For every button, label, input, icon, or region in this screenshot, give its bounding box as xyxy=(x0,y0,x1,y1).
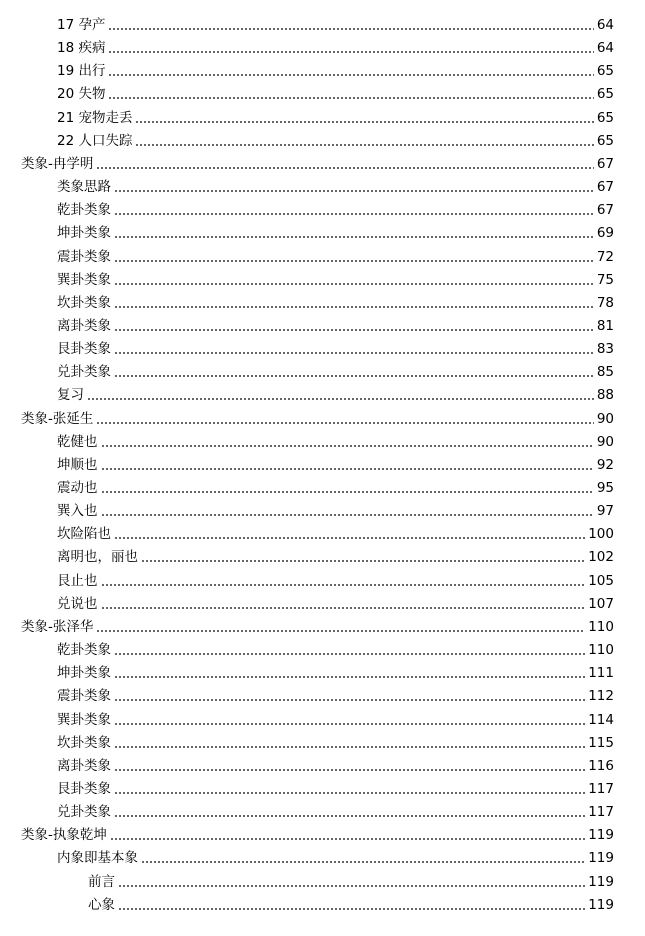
dot-leader xyxy=(114,792,585,794)
toc-entry-title: 20 失物 xyxy=(57,86,106,103)
toc-entry-title: 离卦类象 xyxy=(57,317,111,334)
toc-entry[interactable] xyxy=(57,522,614,542)
toc-entry[interactable] xyxy=(21,615,614,635)
toc-entry-page-number: 88 xyxy=(596,387,614,404)
dot-leader xyxy=(101,607,586,609)
toc-entry[interactable] xyxy=(57,592,614,612)
toc-entry[interactable] xyxy=(57,430,614,450)
toc-entry-title: 离卦类象 xyxy=(57,757,111,774)
toc-entry-page-number: 110 xyxy=(588,642,614,658)
dot-leader xyxy=(108,28,593,30)
toc-entry-title: 巽卦类象 xyxy=(57,711,111,728)
toc-entry-title: 类象-张延生 xyxy=(21,410,94,427)
toc-entry-title: 类象-执象乾坤 xyxy=(21,827,107,844)
dot-leader xyxy=(114,723,585,725)
toc-entry-page-number: 114 xyxy=(588,711,614,728)
toc-entry-title: 类象-冉学明 xyxy=(21,155,94,172)
toc-entry-title: 坎卦类象 xyxy=(57,734,111,751)
toc-entry-page-number: 65 xyxy=(596,132,614,149)
toc-entry-title: 巽卦类象 xyxy=(57,271,111,288)
toc-entry[interactable] xyxy=(57,337,614,357)
toc-entry-title: 艮止也 xyxy=(57,572,98,589)
toc-entry-page-number: 64 xyxy=(596,40,614,57)
toc-entry-title: 19 出行 xyxy=(57,63,106,80)
toc-entry[interactable] xyxy=(21,152,614,172)
toc-entry-page-number: 81 xyxy=(596,317,614,334)
toc-entry-title: 17 孕产 xyxy=(57,17,106,33)
dot-leader xyxy=(114,676,585,678)
toc-entry-page-number: 75 xyxy=(596,271,614,288)
toc-entry[interactable] xyxy=(57,36,614,56)
toc-entry-page-number: 97 xyxy=(596,503,614,520)
toc-entry-title: 兑卦类象 xyxy=(57,804,111,821)
toc-entry-page-number: 111 xyxy=(588,665,614,682)
dot-leader xyxy=(114,699,585,701)
toc-entry-page-number: 83 xyxy=(596,341,614,358)
toc-entry[interactable] xyxy=(88,870,614,890)
toc-entry-title: 类象思路 xyxy=(57,179,111,195)
dot-leader xyxy=(101,584,586,586)
toc-entry-title: 艮卦类象 xyxy=(57,341,111,358)
dot-leader xyxy=(114,352,594,354)
toc-entry[interactable] xyxy=(57,545,614,565)
toc-entry-page-number: 105 xyxy=(588,572,614,589)
toc-entry-page-number: 69 xyxy=(596,225,614,242)
toc-entry[interactable] xyxy=(21,407,614,427)
dot-leader xyxy=(114,306,594,308)
dot-leader xyxy=(101,468,594,470)
toc-entry-title: 心象 xyxy=(88,896,115,913)
dot-leader xyxy=(118,908,585,910)
toc-entry-title: 类象-张泽华 xyxy=(21,618,94,635)
dot-leader xyxy=(114,236,594,238)
toc-entry-title: 21 宠物走丢 xyxy=(57,109,133,126)
toc-entry-page-number: 117 xyxy=(588,804,614,821)
dot-leader xyxy=(96,167,593,169)
dot-leader xyxy=(87,398,594,400)
toc-entry[interactable] xyxy=(57,638,614,658)
toc-entry-title: 22 人口失踪 xyxy=(57,132,133,149)
dot-leader xyxy=(135,121,593,123)
dot-leader xyxy=(114,190,594,192)
toc-entry[interactable] xyxy=(57,777,614,797)
toc-entry[interactable] xyxy=(21,823,614,843)
toc-entry-page-number: 119 xyxy=(588,873,614,890)
toc-entry-page-number: 112 xyxy=(588,688,614,705)
toc-entry[interactable] xyxy=(88,893,614,913)
toc-entry-page-number: 116 xyxy=(588,757,614,774)
dot-leader xyxy=(141,560,585,562)
toc-entry-title: 乾健也 xyxy=(57,433,98,450)
toc-entry-title: 复习 xyxy=(57,387,84,404)
toc-entry-page-number: 100 xyxy=(588,526,614,543)
toc-entry[interactable] xyxy=(57,268,614,288)
dot-leader xyxy=(114,375,594,377)
dot-leader xyxy=(118,885,585,887)
toc-entry-page-number: 119 xyxy=(588,827,614,844)
dot-leader xyxy=(114,213,594,215)
dot-leader xyxy=(141,861,585,863)
dot-leader xyxy=(101,491,594,493)
toc-entry[interactable] xyxy=(57,499,614,519)
toc-entry[interactable] xyxy=(57,661,614,681)
toc-entry-title: 艮卦类象 xyxy=(57,780,111,797)
dot-leader xyxy=(114,653,585,655)
dot-leader xyxy=(110,838,585,840)
toc-entry[interactable] xyxy=(57,453,614,473)
toc-entry[interactable] xyxy=(57,360,614,380)
toc-entry-page-number: 78 xyxy=(596,294,614,311)
toc-entry-title: 离明也，丽也 xyxy=(57,549,138,566)
dot-leader xyxy=(114,329,594,331)
toc-entry[interactable] xyxy=(57,846,614,866)
toc-entry-page-number: 64 xyxy=(596,17,614,33)
toc-entry[interactable] xyxy=(57,221,614,241)
dot-leader xyxy=(114,283,594,285)
toc-entry-page-number: 67 xyxy=(596,155,614,172)
dot-leader xyxy=(108,74,593,76)
toc-entry-page-number: 119 xyxy=(588,850,614,867)
toc-entry-page-number: 67 xyxy=(596,202,614,219)
toc-entry-title: 坎险陷也 xyxy=(57,526,111,543)
toc-entry[interactable] xyxy=(57,82,614,102)
toc-entry-page-number: 65 xyxy=(596,63,614,80)
dot-leader xyxy=(101,445,594,447)
toc-entry-page-number: 95 xyxy=(596,480,614,496)
toc-entry-page-number: 67 xyxy=(596,179,614,195)
toc-entry-title: 18 疾病 xyxy=(57,40,106,57)
toc-entry[interactable] xyxy=(57,754,614,774)
toc-entry-page-number: 92 xyxy=(596,456,614,473)
toc-entry[interactable] xyxy=(57,13,614,33)
toc-entry[interactable] xyxy=(57,684,614,704)
toc-entry[interactable] xyxy=(57,106,614,126)
toc-entry[interactable] xyxy=(57,129,614,149)
dot-leader xyxy=(108,97,593,99)
toc-entry[interactable] xyxy=(57,800,614,820)
dot-leader xyxy=(101,514,594,516)
toc-entry-page-number: 85 xyxy=(596,364,614,381)
toc-entry-title: 震卦类象 xyxy=(57,248,111,265)
toc-entry[interactable] xyxy=(57,476,614,496)
toc-entry-page-number: 90 xyxy=(596,433,614,450)
toc-entry-title: 坎卦类象 xyxy=(57,294,111,311)
dot-leader xyxy=(96,422,593,424)
toc-entry-title: 震卦类象 xyxy=(57,688,111,705)
toc-entry-page-number: 107 xyxy=(588,595,614,612)
dot-leader xyxy=(135,144,593,146)
toc-entry-title: 坤顺也 xyxy=(57,456,98,473)
dot-leader xyxy=(114,746,585,748)
toc-entry-title: 巽入也 xyxy=(57,503,98,520)
toc-entry-title: 震动也 xyxy=(57,480,98,496)
dot-leader xyxy=(114,537,585,539)
toc-entry-title: 坤卦类象 xyxy=(57,665,111,682)
toc-entry[interactable] xyxy=(57,198,614,218)
toc-entry-title: 坤卦类象 xyxy=(57,225,111,242)
toc-entry[interactable] xyxy=(57,383,614,403)
toc-entry-page-number: 115 xyxy=(588,734,614,751)
toc-entry[interactable] xyxy=(57,708,614,728)
toc-entry-page-number: 119 xyxy=(588,896,614,913)
dot-leader xyxy=(114,260,594,262)
dot-leader xyxy=(114,769,585,771)
toc-entry-page-number: 72 xyxy=(596,248,614,265)
dot-leader xyxy=(96,630,585,632)
toc-entry[interactable] xyxy=(57,245,614,265)
dot-leader xyxy=(114,815,585,817)
toc-entry-title: 乾卦类象 xyxy=(57,202,111,219)
toc-entry-page-number: 117 xyxy=(588,780,614,797)
toc-entry[interactable] xyxy=(57,569,614,589)
toc-entry-page-number: 90 xyxy=(596,410,614,427)
toc-entry[interactable] xyxy=(57,175,614,195)
toc-entry-page-number: 65 xyxy=(596,109,614,126)
toc-entry-page-number: 110 xyxy=(588,618,614,635)
toc-entry-page-number: 102 xyxy=(588,549,614,566)
toc-entry-page-number: 65 xyxy=(596,86,614,103)
toc-entry-title: 前言 xyxy=(88,873,115,890)
toc-entry[interactable] xyxy=(57,731,614,751)
toc-entry[interactable] xyxy=(57,291,614,311)
toc-entry[interactable] xyxy=(57,314,614,334)
dot-leader xyxy=(108,51,593,53)
toc-entry-title: 乾卦类象 xyxy=(57,642,111,658)
toc-entry-title: 内象即基本象 xyxy=(57,850,138,867)
toc-entry-title: 兑卦类象 xyxy=(57,364,111,381)
toc-entry[interactable] xyxy=(57,59,614,79)
toc-entry-title: 兑说也 xyxy=(57,595,98,612)
